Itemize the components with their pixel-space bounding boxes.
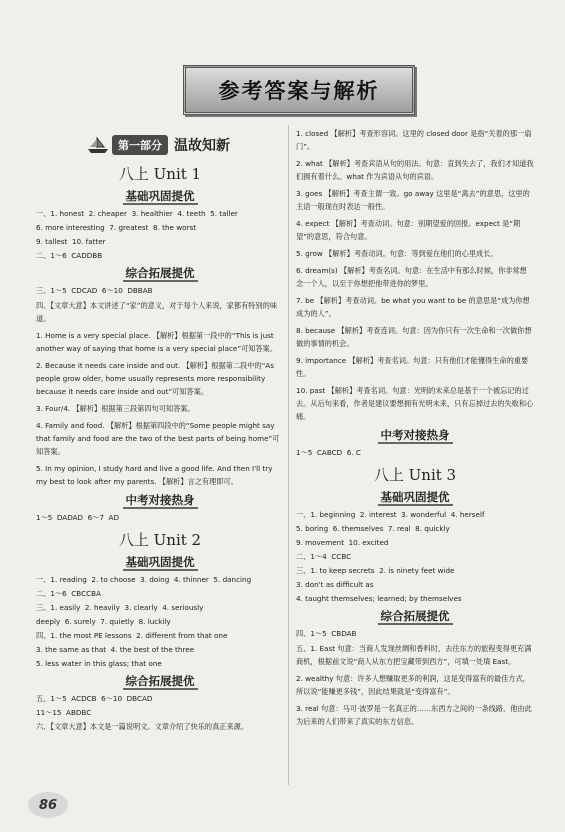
answer-paragraph: 4. Family and food. 【解析】根据第四段中的“Some people might say that family and food are the two of the best parts of being home”可知答案。 bbox=[36, 421, 280, 456]
answer-line: deeply 6. surely 7. quietly 8. luckily bbox=[36, 617, 171, 626]
answer-paragraph: 五、1. East 句意：当商人发现丝绸和香料时，去往东方的旅程变得更充满商机，根据前文说“商人从东方把宝藏带到西方”，可填一处填 East。 bbox=[296, 644, 532, 666]
answer-paragraph: 1. closed 【解析】考查形容词。这里的 closed door 是指“关着的那一扇门”。 bbox=[296, 129, 532, 151]
right-column bbox=[296, 125, 534, 732]
answer-line: 四、1～5 CBDAB bbox=[296, 629, 357, 638]
answer-line: 9. movement 10. excited bbox=[296, 538, 389, 547]
part-tag: 第一部分 bbox=[112, 135, 168, 155]
answer-line: 二、1～6 CBCCBA bbox=[36, 589, 101, 598]
answer-paragraph: 5. In my opinion, I study hard and live a good life. And then I'll try my best to look after my parents. 【解析】言之有理即可。 bbox=[36, 464, 273, 486]
answer-paragraph: 3. Four/4. 【解析】根据第三段第四句可知答案。 bbox=[36, 404, 195, 413]
section-heading: 综合拓展提优 bbox=[296, 608, 534, 624]
part-title: 温故知新 bbox=[174, 138, 230, 154]
section-heading: 综合拓展提优 bbox=[36, 265, 284, 281]
unit-heading: 八上 Unit 3 bbox=[373, 466, 457, 484]
answer-paragraph: 2. wealthy 句意：许多人想赚取更多的利润，这是变得富有的最佳方式，所以说“能赚更多钱”，因此结果就是“变得富有”。 bbox=[296, 674, 530, 696]
answer-line: 二、1～4 CCBC bbox=[296, 552, 352, 561]
answer-paragraph: 3. goes 【解析】考查主谓一致。go away 这里是“离去”的意思，这里的主语一般现在时表达一般性。 bbox=[296, 189, 530, 211]
answer-line: 9. tallest 10. fatter bbox=[36, 237, 106, 246]
page-number: 86 bbox=[28, 792, 68, 818]
answer-line: 3. the same as that 4. the best of the three bbox=[36, 645, 195, 654]
answer-paragraph: 7. be 【解析】考查动词。be what you want to be 的意思是“成为你想成为的人”。 bbox=[296, 296, 530, 318]
left-column bbox=[36, 125, 284, 735]
page-title: 参考答案与解析 bbox=[183, 65, 415, 115]
ship-icon bbox=[86, 135, 110, 155]
unit-heading: 八上 Unit 2 bbox=[118, 531, 202, 549]
answer-line: 6. more interesting 7. greatest 8. the worst bbox=[36, 223, 197, 232]
answer-line: 六、【文章大意】本文是一篇说明文。文章介绍了快乐的真正来源。 bbox=[36, 722, 249, 731]
answer-paragraph: 10. past 【解析】考查名词。句意：光明的未来总是基于一个被忘记的过去。从后句来看，作者是建议要想拥有光明未来，只有忘掉过去的失败和心痛。 bbox=[296, 386, 534, 421]
answer-line: 1～5 CABCD 6. C bbox=[296, 448, 361, 457]
column-divider bbox=[288, 125, 289, 785]
answer-paragraph: 8. because 【解析】考查连词。句意：因为你只有一次生命和一次做你想做的事情的机会。 bbox=[296, 326, 532, 348]
answer-line: 五、1～5 ACDCB 6～10 DBCAD bbox=[36, 694, 153, 703]
section-heading: 综合拓展提优 bbox=[36, 673, 284, 689]
answer-line: 三、1. easily 2. heavily 3. clearly 4. seriously bbox=[36, 603, 204, 612]
answer-line: 一、1. reading 2. to choose 3. doing 4. thinner 5. dancing bbox=[36, 575, 252, 584]
answer-paragraph: 2. what 【解析】考查宾语从句的用法。句意：直到失去了，我们才知道我们拥有着什么。what 作为宾语从句的宾语。 bbox=[296, 159, 534, 181]
answer-paragraph: 1. Home is a very special place. 【解析】根据第一段中的“This is just another way of saying that home is a very special place”可知答案。 bbox=[36, 331, 278, 353]
answer-paragraph: 5. grow 【解析】考查动词。句意：等到爱在他们的心里成长。 bbox=[296, 249, 498, 258]
answer-paragraph: 4. expect 【解析】考查动词。句意：别期望爱的回报。expect 是“期望”的意思，符合句意。 bbox=[296, 219, 521, 241]
answer-paragraph: 9. importance 【解析】考查名词。句意：只有他们才能懂得生命的重要性。 bbox=[296, 356, 529, 378]
answer-line: 11～15 ABDBC bbox=[36, 708, 92, 717]
answer-line: 1～5 DADAD 6～7 AD bbox=[36, 513, 120, 522]
unit-heading: 八上 Unit 1 bbox=[118, 165, 202, 183]
answer-line: 5. less water in this glass; that one bbox=[36, 659, 162, 668]
answer-paragraph: 3. real 句意：马可·波罗是一名真正的……东西方之间的一条线路，他由此为后来的人们带来了真实的东方信息。 bbox=[296, 704, 532, 726]
answer-line: 4. taught themselves; learned; by themselves bbox=[296, 594, 462, 603]
answer-line: 一、1. honest 2. cheaper 3. healthier 4. teeth 5. taller bbox=[36, 209, 238, 218]
section-heading: 基础巩固提优 bbox=[36, 554, 284, 570]
section-heading: 中考对接热身 bbox=[36, 492, 284, 508]
answer-line: 5. boring 6. themselves 7. real 8. quickly bbox=[296, 524, 450, 533]
answer-line: 一、1. beginning 2. interest 3. wonderful 4. herself bbox=[296, 510, 485, 519]
section-heading: 基础巩固提优 bbox=[296, 489, 534, 505]
section-heading: 基础巩固提优 bbox=[36, 188, 284, 204]
answer-paragraph: 2. Because it needs care inside and out. 【解析】根据第二段中的“As people grow older, home usually represents more responsibility because it needs care inside and out”可知答案。 bbox=[36, 361, 274, 396]
answer-paragraph: 四、【文章大意】本文讲述了“家”的意义，对于每个人来说，家都有特别的味道。 bbox=[36, 301, 278, 323]
section-heading: 中考对接热身 bbox=[296, 427, 534, 443]
answer-paragraph: 6. dream(s) 【解析】考查名词。句意：在生活中有那么时候，你非常想念一个人，以至于你想把他带进你的梦里。 bbox=[296, 266, 527, 288]
answer-line: 四、1. the most PE lessons 2. different from that one bbox=[36, 631, 228, 640]
answer-line: 3. don't as difficult as bbox=[296, 580, 374, 589]
answer-line: 二、1～6 CADDBB bbox=[36, 251, 103, 260]
answer-line: 三、1～5 CDCAD 6～10 DBBAB bbox=[36, 286, 153, 295]
part-header bbox=[86, 133, 284, 157]
answer-line: 三、1. to keep secrets 2. is ninety feet wide bbox=[296, 566, 455, 575]
